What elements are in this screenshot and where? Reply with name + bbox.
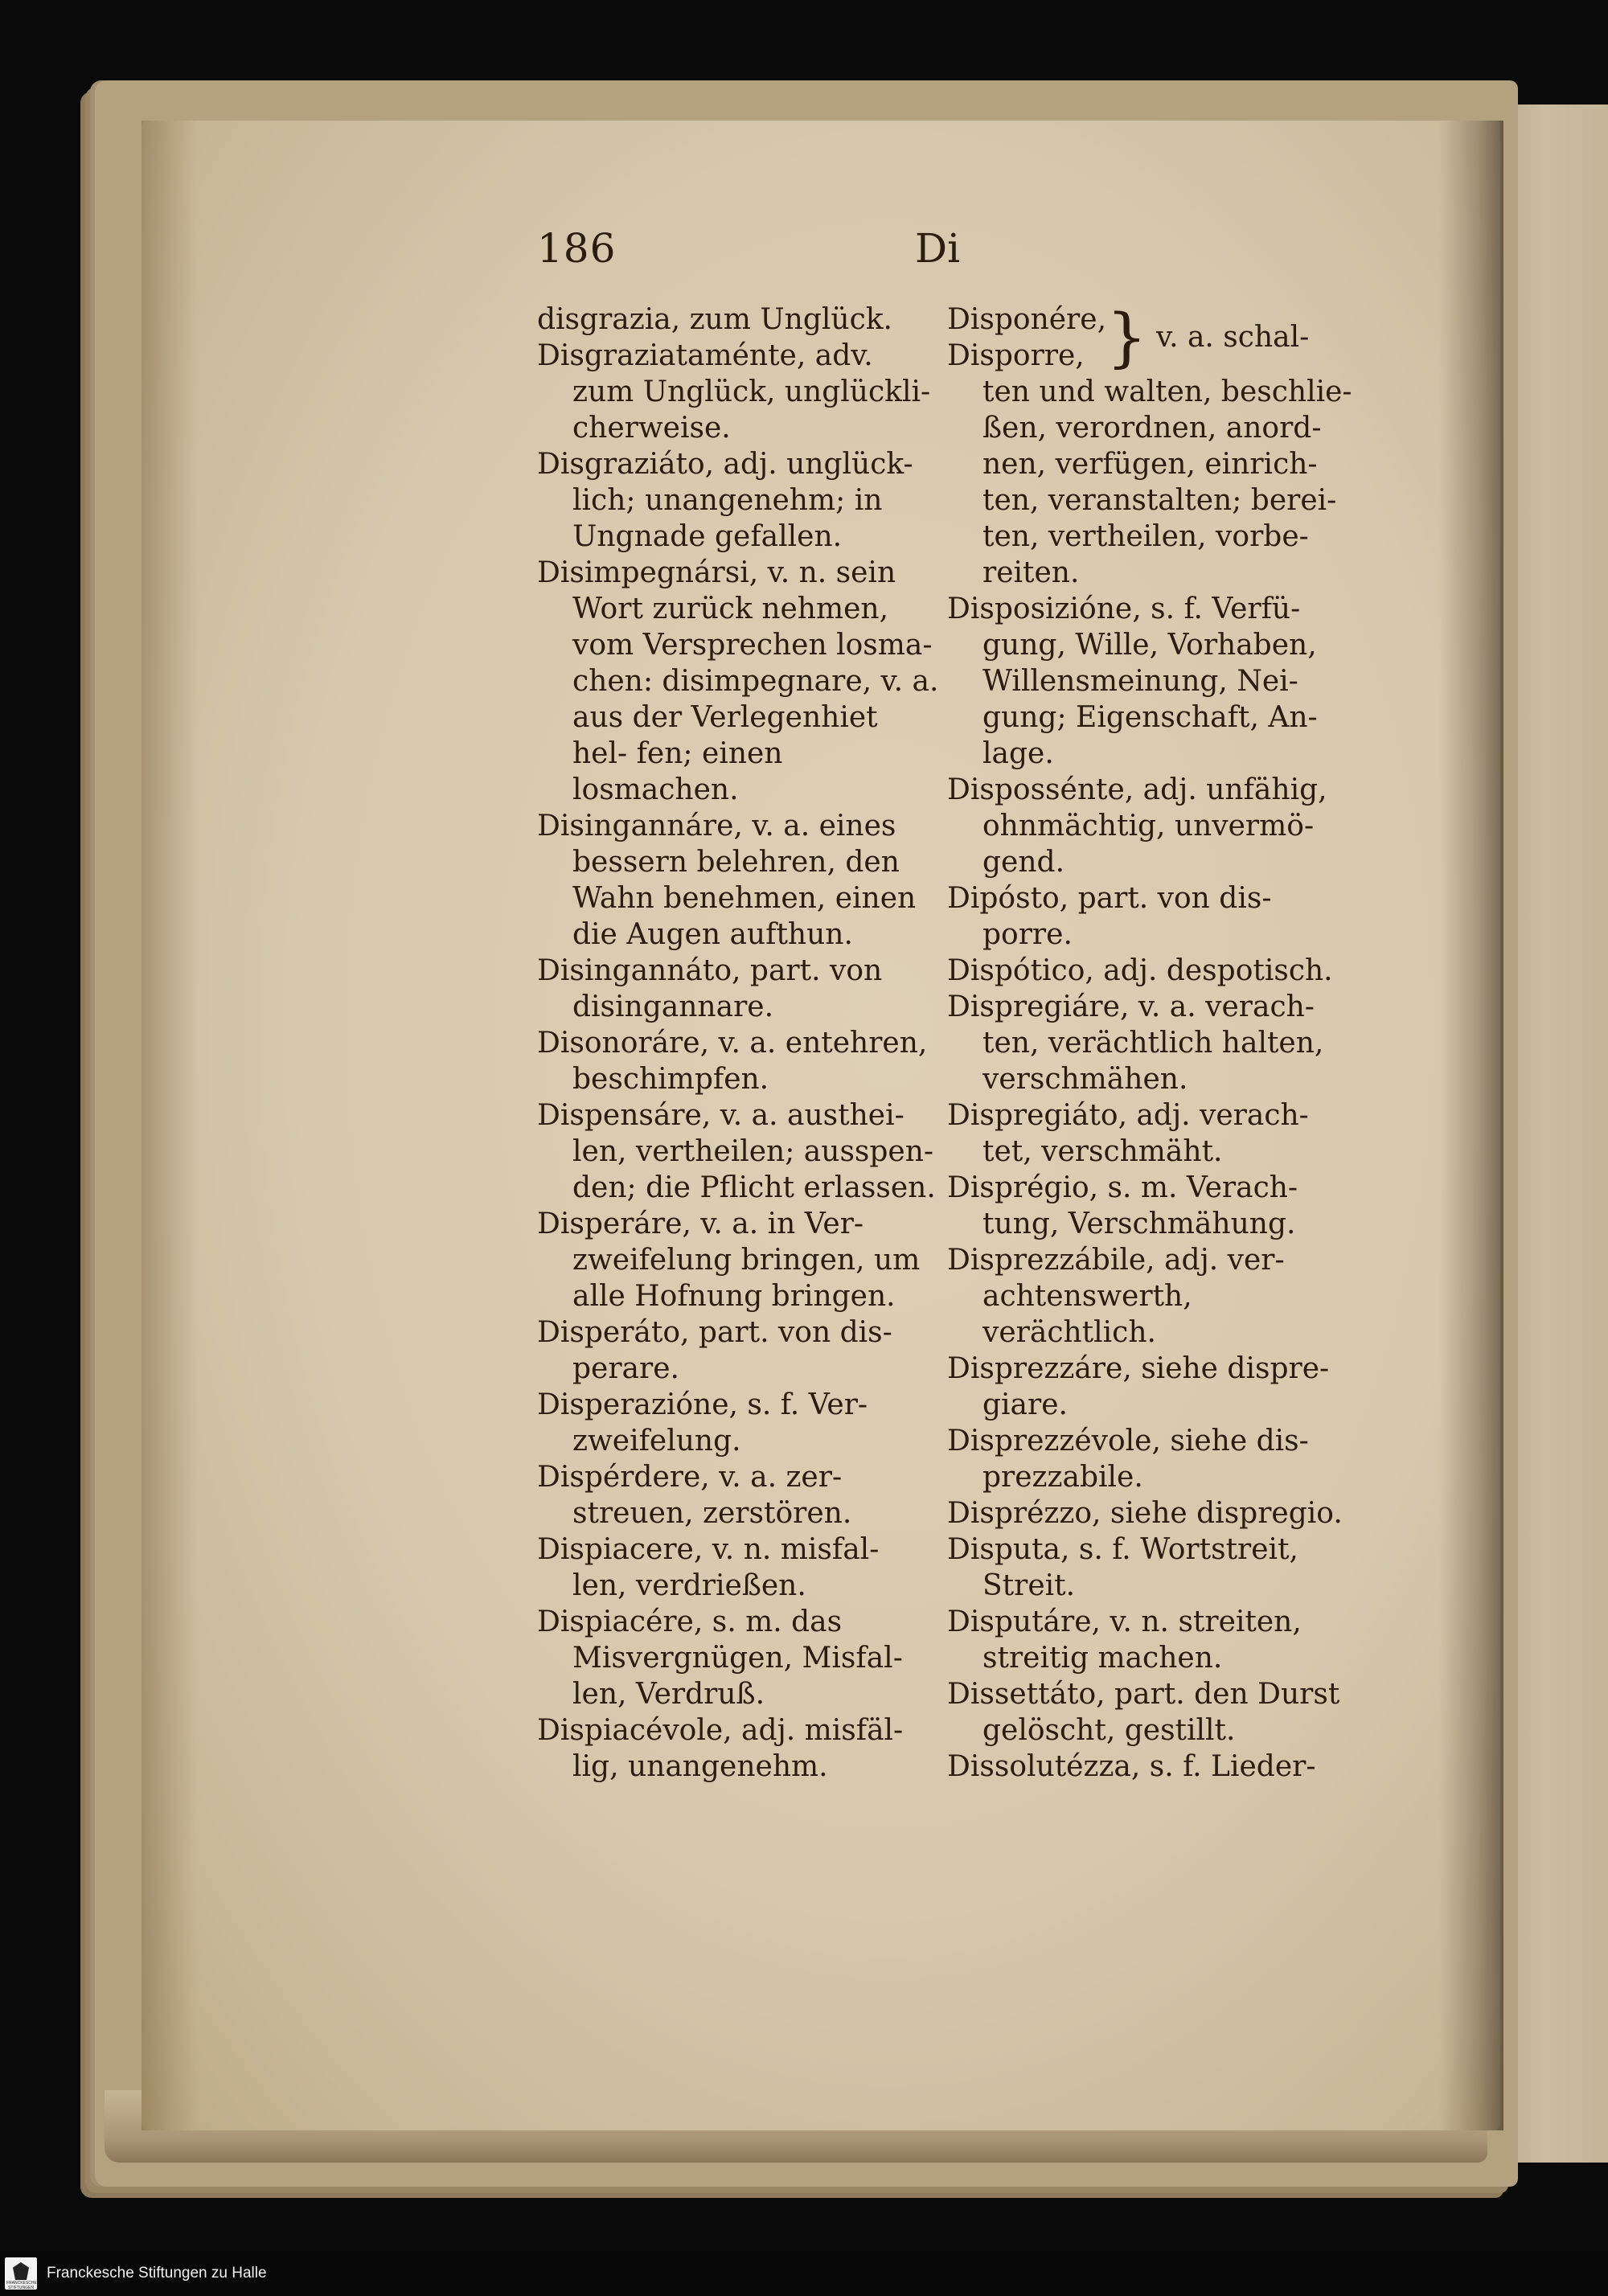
dictionary-entry [947,1604,1369,1676]
left-column [537,301,939,1785]
dictionary-entry [537,953,939,1025]
entry-headline: Disprezzáre, siehe dispre- [947,1352,1330,1385]
entry-continuation: giare. [982,1388,1068,1421]
dictionary-entry [947,1351,1369,1423]
brace-glyph: } [1106,300,1147,375]
entry-headline: Dispregiáto, adj. verach- [947,1099,1309,1132]
entry-continuation: achtenswerth, verächtlich. [982,1280,1192,1349]
entry-headline: Disperazióne, s. f. Ver- [537,1388,868,1421]
dictionary-entry [537,1025,939,1097]
entry-headline: Dispótico, adj. despotisch. [947,954,1333,987]
footer-credit: Franckesche Stiftungen zu Halle [47,2265,267,2282]
entry-continuation: lig, unangenehm. [572,1750,828,1783]
dictionary-entry [947,1097,1369,1170]
dictionary-entry [537,301,939,338]
dictionary-entry [537,1604,939,1712]
entry-continuation: streitig machen. [982,1642,1223,1675]
entry-continuation: lich; unangenehm; in Ungnade gefallen. [572,484,883,553]
entry-headline: disgrazia, zum Unglück. [537,303,893,336]
dictionary-entry [537,555,939,808]
dictionary-entry [537,1206,939,1314]
entry-headline: Disgraziáto, adj. unglück- [537,448,913,481]
entry-continuation: perare. [572,1352,679,1385]
entry-headline: Disputáre, v. n. streiten, [947,1605,1302,1638]
entry-headline: Dispensáre, v. a. austhei- [537,1099,904,1132]
entry-headline: Disprezzévole, siehe dis- [947,1425,1309,1458]
entry-continuation: disingannare. [572,990,774,1023]
entry-continuation: ten und walten, beschlie- ßen, verordnen, anord- nen, verfügen, einrich- ten, veranstalten; berei- ten, vertheilen, vorbe- reiten. [982,375,1352,589]
entry-braced-text: v. a. schal- [1156,321,1310,354]
entry-headline: Disprégio, s. m. Verach- [947,1171,1298,1204]
entry-continuation: ohnmächtig, unvermö- gend. [982,810,1315,879]
dictionary-entry [537,1459,939,1531]
dictionary-entry [947,1495,1369,1531]
dictionary-entry [947,1531,1369,1604]
entry-headline: Disprezzábile, adj. ver- [947,1244,1285,1277]
institution-logo-icon [5,2257,37,2290]
dictionary-entry [537,1097,939,1206]
dictionary-entry [947,1749,1369,1785]
entry-headline: Dispregiáre, v. a. verach- [947,990,1315,1023]
entry-continuation: Misvergnügen, Misfal- len, Verdruß. [572,1642,903,1711]
entry-headline: Dispiacére, s. m. das [537,1605,843,1638]
entry-continuation: streuen, zerstören. [572,1497,852,1530]
running-head: Di [915,225,961,272]
entry-headline: Disprézzo, siehe dispregio. [947,1497,1343,1530]
entry-headline: Disimpegnársi, v. n. sein [537,556,896,589]
entry-headline: Dispiacere, v. n. misfal- [537,1533,880,1566]
entry-headline: Disperáre, v. a. in Ver- [537,1207,864,1240]
entry-continuation: prezzabile. [982,1461,1143,1494]
dictionary-entry [537,1314,939,1387]
page-number: 186 [537,225,617,272]
entry-headline: Disperáto, part. von dis- [537,1316,892,1349]
entry-continuation: tet, verschmäht. [982,1135,1223,1168]
entry-headline: Disingannáre, v. a. eines [537,810,896,843]
entry-headline: Disonoráre, v. a. entehren, [537,1027,928,1060]
entry-continuation: len, verdrießen. [572,1569,806,1602]
entry-headline: Disingannáto, part. von [537,954,883,987]
page-edge-shadow [142,121,198,2130]
entry-continuation: porre. [982,918,1073,951]
entry-headline: Disponére, [947,303,1107,336]
dictionary-entry [947,1676,1369,1749]
entry-continuation: Streit. [982,1569,1076,1602]
dictionary-entry [947,880,1369,953]
entry-headline: Disposizióne, s. f. Verfü- [947,592,1301,625]
dictionary-entry [947,591,1369,772]
page-header [0,225,1608,289]
entry-headline: Disporre, [947,339,1085,372]
dictionary-entry [537,1387,939,1459]
entry-continuation: ten, verächtlich halten, verschmähen. [982,1027,1324,1096]
dictionary-entry [537,1531,939,1604]
entry-headline: Dispiacévole, adj. misfäl- [537,1714,904,1747]
entry-headline: Dispossénte, adj. unfähig, [947,773,1327,806]
dictionary-entry [537,446,939,555]
dictionary-entry [947,772,1369,880]
dictionary-entry [947,1423,1369,1495]
dictionary-entry [537,1712,939,1785]
entry-continuation: tung, Verschmähung. [982,1207,1296,1240]
dictionary-entry [947,953,1369,989]
entry-continuation: beschimpfen. [572,1063,769,1096]
entry-continuation: Wort zurück nehmen, vom Versprechen losma- chen: disimpegnare, v. a. aus der Verlegenhiet hel- fen; einen losmachen. [572,592,939,806]
entry-continuation: zweifelung. [572,1425,741,1458]
dictionary-entry [947,1242,1369,1351]
entry-continuation: zum Unglück, unglückli- cherweise. [572,375,931,445]
entry-continuation: gung, Wille, Vorhaben, Willensmeinung, Nei- gung; Eigenschaft, An- lage. [982,629,1318,770]
entry-headline: Dissettáto, part. den Durst [947,1678,1340,1711]
entry-headline: Dipósto, part. von dis- [947,882,1272,915]
dictionary-entry [947,1170,1369,1242]
dictionary-entry-brace [947,301,1369,591]
dictionary-entry [537,338,939,446]
entry-headline: Dispérdere, v. a. zer- [537,1461,843,1494]
entry-headline: Disputa, s. f. Wortstreit, [947,1533,1298,1566]
gutter-shadow [1439,121,1503,2130]
entry-continuation: len, vertheilen; ausspen- den; die Pflicht erlassen. [572,1135,936,1204]
entry-headline: Dissolutézza, s. f. Lieder- [947,1750,1316,1783]
footer-bar [0,2251,1608,2296]
entry-continuation: bessern belehren, den Wahn benehmen, einen die Augen aufthun. [572,846,917,951]
entry-headline: Disgraziataménte, adv. [537,339,873,372]
dictionary-entry [947,989,1369,1097]
right-column [947,301,1369,1785]
entry-continuation: zweifelung bringen, um alle Hofnung bringen. [572,1244,921,1313]
logo-lettering: FRANCKESCHE STIFTUNGEN [6,2281,37,2290]
dictionary-entry [537,808,939,953]
entry-continuation: gelöscht, gestillt. [982,1714,1236,1747]
